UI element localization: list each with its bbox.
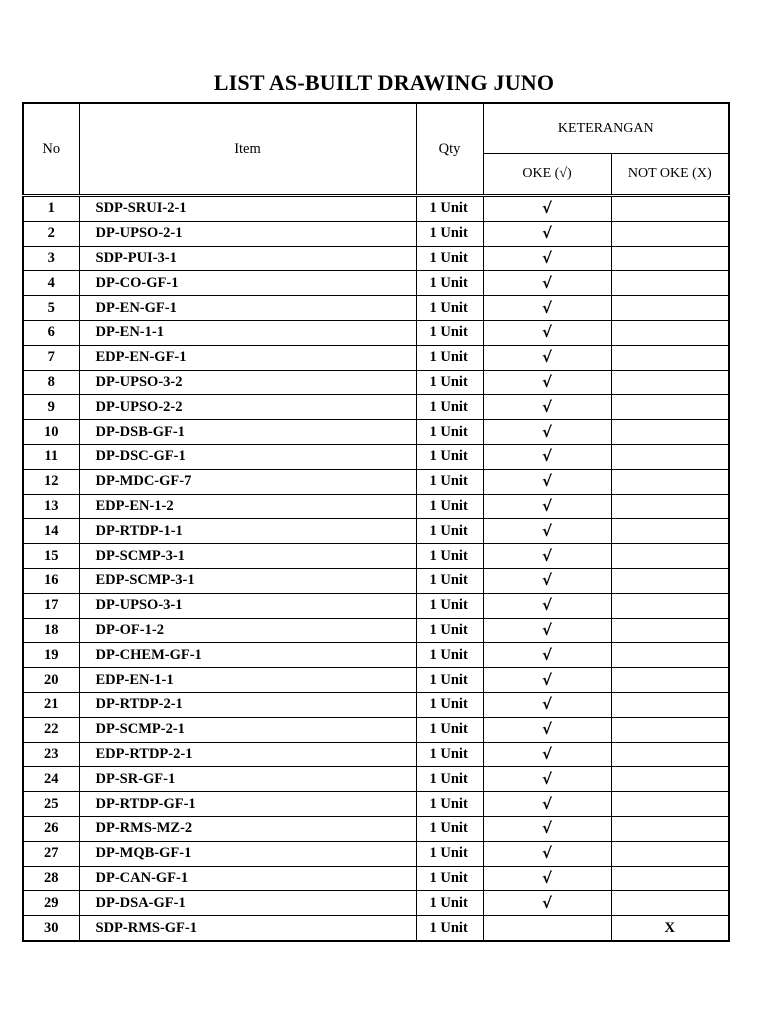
row-qty: 1 Unit bbox=[416, 469, 483, 494]
row-oke-mark bbox=[483, 246, 611, 271]
row-oke-mark bbox=[483, 519, 611, 544]
row-number: 9 bbox=[23, 395, 79, 420]
row-not-oke-mark bbox=[611, 444, 729, 469]
row-oke-mark bbox=[483, 544, 611, 569]
row-item: EDP-EN-1-1 bbox=[79, 668, 416, 693]
row-oke-mark bbox=[483, 643, 611, 668]
row-not-oke-mark bbox=[611, 296, 729, 321]
check-mark-icon: √ bbox=[541, 496, 552, 515]
row-not-oke-mark bbox=[611, 692, 729, 717]
table-row bbox=[23, 618, 729, 643]
row-qty: 1 Unit bbox=[416, 668, 483, 693]
row-number: 13 bbox=[23, 494, 79, 519]
check-mark-icon: √ bbox=[541, 472, 552, 491]
row-qty: 1 Unit bbox=[416, 320, 483, 345]
row-qty: 1 Unit bbox=[416, 866, 483, 891]
check-mark-icon: √ bbox=[541, 769, 552, 788]
check-mark-icon: √ bbox=[541, 819, 552, 838]
table-row bbox=[23, 767, 729, 792]
header-no: No bbox=[23, 103, 79, 196]
row-oke-mark bbox=[483, 767, 611, 792]
row-item: DP-CO-GF-1 bbox=[79, 271, 416, 296]
header-oke: OKE (√) bbox=[483, 154, 611, 196]
row-item: DP-CHEM-GF-1 bbox=[79, 643, 416, 668]
row-oke-mark bbox=[483, 866, 611, 891]
check-mark-icon: √ bbox=[541, 348, 552, 367]
row-number: 15 bbox=[23, 544, 79, 569]
table-row bbox=[23, 345, 729, 370]
row-item: DP-SCMP-3-1 bbox=[79, 544, 416, 569]
row-qty: 1 Unit bbox=[416, 916, 483, 941]
row-number: 25 bbox=[23, 792, 79, 817]
row-number: 22 bbox=[23, 717, 79, 742]
row-item: EDP-EN-1-2 bbox=[79, 494, 416, 519]
row-oke-mark bbox=[483, 320, 611, 345]
row-item: DP-DSC-GF-1 bbox=[79, 444, 416, 469]
row-not-oke-mark bbox=[611, 668, 729, 693]
row-oke-mark bbox=[483, 444, 611, 469]
table-row bbox=[23, 494, 729, 519]
row-qty: 1 Unit bbox=[416, 593, 483, 618]
row-item: SDP-PUI-3-1 bbox=[79, 246, 416, 271]
row-oke-mark bbox=[483, 271, 611, 296]
check-mark-icon: √ bbox=[541, 546, 552, 565]
row-oke-mark bbox=[483, 593, 611, 618]
table-row bbox=[23, 221, 729, 246]
header-keterangan: KETERANGAN bbox=[483, 103, 729, 154]
row-number: 19 bbox=[23, 643, 79, 668]
header-qty: Qty bbox=[416, 103, 483, 196]
row-qty: 1 Unit bbox=[416, 643, 483, 668]
row-item: DP-OF-1-2 bbox=[79, 618, 416, 643]
row-item: DP-SR-GF-1 bbox=[79, 767, 416, 792]
row-item: DP-EN-GF-1 bbox=[79, 296, 416, 321]
row-number: 6 bbox=[23, 320, 79, 345]
check-mark-icon: √ bbox=[541, 521, 552, 540]
row-item: DP-RTDP-GF-1 bbox=[79, 792, 416, 817]
row-oke-mark bbox=[483, 494, 611, 519]
row-number: 17 bbox=[23, 593, 79, 618]
row-qty: 1 Unit bbox=[416, 742, 483, 767]
check-mark-icon: √ bbox=[541, 720, 552, 739]
row-oke-mark bbox=[483, 841, 611, 866]
row-not-oke-mark bbox=[611, 221, 729, 246]
row-item: DP-MDC-GF-7 bbox=[79, 469, 416, 494]
row-not-oke-mark bbox=[611, 246, 729, 271]
row-not-oke-mark bbox=[611, 792, 729, 817]
row-item: DP-DSB-GF-1 bbox=[79, 420, 416, 445]
table-row bbox=[23, 544, 729, 569]
row-qty: 1 Unit bbox=[416, 395, 483, 420]
row-qty: 1 Unit bbox=[416, 444, 483, 469]
row-item: DP-DSA-GF-1 bbox=[79, 891, 416, 916]
table-row bbox=[23, 469, 729, 494]
row-qty: 1 Unit bbox=[416, 420, 483, 445]
check-mark-icon: √ bbox=[541, 298, 552, 317]
check-mark-icon: √ bbox=[541, 199, 552, 218]
row-oke-mark bbox=[483, 395, 611, 420]
table-row bbox=[23, 246, 729, 271]
check-mark-icon: √ bbox=[541, 422, 552, 441]
table-row bbox=[23, 916, 729, 941]
row-number: 5 bbox=[23, 296, 79, 321]
table-row bbox=[23, 816, 729, 841]
row-qty: 1 Unit bbox=[416, 816, 483, 841]
row-qty: 1 Unit bbox=[416, 692, 483, 717]
row-oke-mark bbox=[483, 618, 611, 643]
table-row bbox=[23, 320, 729, 345]
table-row bbox=[23, 593, 729, 618]
row-item: DP-SCMP-2-1 bbox=[79, 717, 416, 742]
check-mark-icon: √ bbox=[541, 645, 552, 664]
row-number: 4 bbox=[23, 271, 79, 296]
check-mark-icon: √ bbox=[541, 596, 552, 615]
table-row bbox=[23, 891, 729, 916]
row-item: DP-CAN-GF-1 bbox=[79, 866, 416, 891]
check-mark-icon: √ bbox=[541, 670, 552, 689]
row-oke-mark bbox=[483, 420, 611, 445]
row-number: 8 bbox=[23, 370, 79, 395]
row-qty: 1 Unit bbox=[416, 271, 483, 296]
table-row bbox=[23, 792, 729, 817]
row-not-oke-mark bbox=[611, 767, 729, 792]
row-qty: 1 Unit bbox=[416, 221, 483, 246]
row-oke-mark bbox=[483, 345, 611, 370]
row-not-oke-mark bbox=[611, 891, 729, 916]
header-item: Item bbox=[79, 103, 416, 196]
check-mark-icon: √ bbox=[541, 794, 552, 813]
row-qty: 1 Unit bbox=[416, 370, 483, 395]
row-oke-mark bbox=[483, 742, 611, 767]
row-oke-mark bbox=[483, 916, 611, 941]
row-oke-mark bbox=[483, 221, 611, 246]
check-mark-icon: √ bbox=[541, 844, 552, 863]
row-qty: 1 Unit bbox=[416, 494, 483, 519]
row-not-oke-mark bbox=[611, 742, 729, 767]
row-number: 11 bbox=[23, 444, 79, 469]
row-qty: 1 Unit bbox=[416, 618, 483, 643]
row-qty: 1 Unit bbox=[416, 296, 483, 321]
row-qty: 1 Unit bbox=[416, 544, 483, 569]
row-qty: 1 Unit bbox=[416, 246, 483, 271]
row-oke-mark bbox=[483, 469, 611, 494]
row-not-oke-mark bbox=[611, 816, 729, 841]
row-number: 30 bbox=[23, 916, 79, 941]
row-number: 2 bbox=[23, 221, 79, 246]
row-not-oke-mark bbox=[611, 469, 729, 494]
row-number: 20 bbox=[23, 668, 79, 693]
row-oke-mark bbox=[483, 792, 611, 817]
check-mark-icon: √ bbox=[541, 273, 552, 292]
row-not-oke-mark bbox=[611, 568, 729, 593]
row-oke-mark bbox=[483, 370, 611, 395]
as-built-drawing-table bbox=[22, 102, 730, 942]
row-item: DP-UPSO-2-2 bbox=[79, 395, 416, 420]
row-qty: 1 Unit bbox=[416, 841, 483, 866]
row-item: DP-RTDP-2-1 bbox=[79, 692, 416, 717]
row-not-oke-mark bbox=[611, 593, 729, 618]
row-not-oke-mark bbox=[611, 866, 729, 891]
row-item: DP-UPSO-2-1 bbox=[79, 221, 416, 246]
table-row bbox=[23, 395, 729, 420]
check-mark-icon: √ bbox=[541, 447, 552, 466]
row-qty: 1 Unit bbox=[416, 519, 483, 544]
row-not-oke-mark bbox=[611, 345, 729, 370]
row-number: 26 bbox=[23, 816, 79, 841]
row-qty: 1 Unit bbox=[416, 717, 483, 742]
table-row bbox=[23, 370, 729, 395]
row-number: 10 bbox=[23, 420, 79, 445]
table-row bbox=[23, 271, 729, 296]
table-row bbox=[23, 841, 729, 866]
row-oke-mark bbox=[483, 296, 611, 321]
row-item: DP-RTDP-1-1 bbox=[79, 519, 416, 544]
row-number: 29 bbox=[23, 891, 79, 916]
row-item: SDP-RMS-GF-1 bbox=[79, 916, 416, 941]
row-number: 18 bbox=[23, 618, 79, 643]
table-row bbox=[23, 420, 729, 445]
row-number: 23 bbox=[23, 742, 79, 767]
row-number: 21 bbox=[23, 692, 79, 717]
row-number: 12 bbox=[23, 469, 79, 494]
row-oke-mark bbox=[483, 717, 611, 742]
row-not-oke-mark bbox=[611, 320, 729, 345]
row-qty: 1 Unit bbox=[416, 767, 483, 792]
row-not-oke-mark bbox=[611, 370, 729, 395]
row-number: 28 bbox=[23, 866, 79, 891]
row-not-oke-mark bbox=[611, 395, 729, 420]
row-not-oke-mark: X bbox=[611, 916, 729, 941]
table-row bbox=[23, 742, 729, 767]
row-oke-mark bbox=[483, 891, 611, 916]
document-title: LIST AS-BUILT DRAWING JUNO bbox=[213, 70, 555, 95]
row-number: 24 bbox=[23, 767, 79, 792]
row-qty: 1 Unit bbox=[416, 568, 483, 593]
row-item: EDP-RTDP-2-1 bbox=[79, 742, 416, 767]
row-item: DP-UPSO-3-1 bbox=[79, 593, 416, 618]
table-row bbox=[23, 692, 729, 717]
row-item: DP-MQB-GF-1 bbox=[79, 841, 416, 866]
row-number: 16 bbox=[23, 568, 79, 593]
table-row bbox=[23, 717, 729, 742]
table-row bbox=[23, 643, 729, 668]
row-item: EDP-SCMP-3-1 bbox=[79, 568, 416, 593]
row-oke-mark bbox=[483, 816, 611, 841]
row-number: 1 bbox=[23, 196, 79, 222]
check-mark-icon: √ bbox=[541, 893, 552, 912]
row-item: DP-EN-1-1 bbox=[79, 320, 416, 345]
row-not-oke-mark bbox=[611, 420, 729, 445]
row-oke-mark bbox=[483, 568, 611, 593]
row-oke-mark bbox=[483, 196, 611, 222]
row-qty: 1 Unit bbox=[416, 196, 483, 222]
row-number: 14 bbox=[23, 519, 79, 544]
table-row bbox=[23, 296, 729, 321]
row-not-oke-mark bbox=[611, 618, 729, 643]
row-not-oke-mark bbox=[611, 494, 729, 519]
check-mark-icon: √ bbox=[541, 744, 552, 763]
row-not-oke-mark bbox=[611, 544, 729, 569]
check-mark-icon: √ bbox=[541, 868, 552, 887]
check-mark-icon: √ bbox=[541, 372, 552, 391]
row-not-oke-mark bbox=[611, 643, 729, 668]
row-oke-mark bbox=[483, 668, 611, 693]
table-row bbox=[23, 668, 729, 693]
row-item: DP-RMS-MZ-2 bbox=[79, 816, 416, 841]
row-oke-mark bbox=[483, 692, 611, 717]
check-mark-icon: √ bbox=[541, 323, 552, 342]
check-mark-icon: √ bbox=[541, 224, 552, 243]
check-mark-icon: √ bbox=[541, 397, 552, 416]
check-mark-icon: √ bbox=[541, 695, 552, 714]
table-body bbox=[23, 196, 729, 941]
row-qty: 1 Unit bbox=[416, 891, 483, 916]
check-mark-icon: √ bbox=[541, 248, 552, 267]
table-row bbox=[23, 196, 729, 222]
row-not-oke-mark bbox=[611, 519, 729, 544]
row-not-oke-mark bbox=[611, 717, 729, 742]
table-row bbox=[23, 444, 729, 469]
table-row bbox=[23, 519, 729, 544]
header-not-oke: NOT OKE (X) bbox=[611, 154, 729, 196]
row-item: SDP-SRUI-2-1 bbox=[79, 196, 416, 222]
row-not-oke-mark bbox=[611, 196, 729, 222]
row-number: 7 bbox=[23, 345, 79, 370]
row-number: 3 bbox=[23, 246, 79, 271]
check-mark-icon: √ bbox=[541, 571, 552, 590]
row-item: EDP-EN-GF-1 bbox=[79, 345, 416, 370]
row-not-oke-mark bbox=[611, 271, 729, 296]
row-number: 27 bbox=[23, 841, 79, 866]
row-item: DP-UPSO-3-2 bbox=[79, 370, 416, 395]
row-qty: 1 Unit bbox=[416, 345, 483, 370]
row-not-oke-mark bbox=[611, 841, 729, 866]
table-row bbox=[23, 568, 729, 593]
row-qty: 1 Unit bbox=[416, 792, 483, 817]
check-mark-icon: √ bbox=[541, 620, 552, 639]
table-row bbox=[23, 866, 729, 891]
